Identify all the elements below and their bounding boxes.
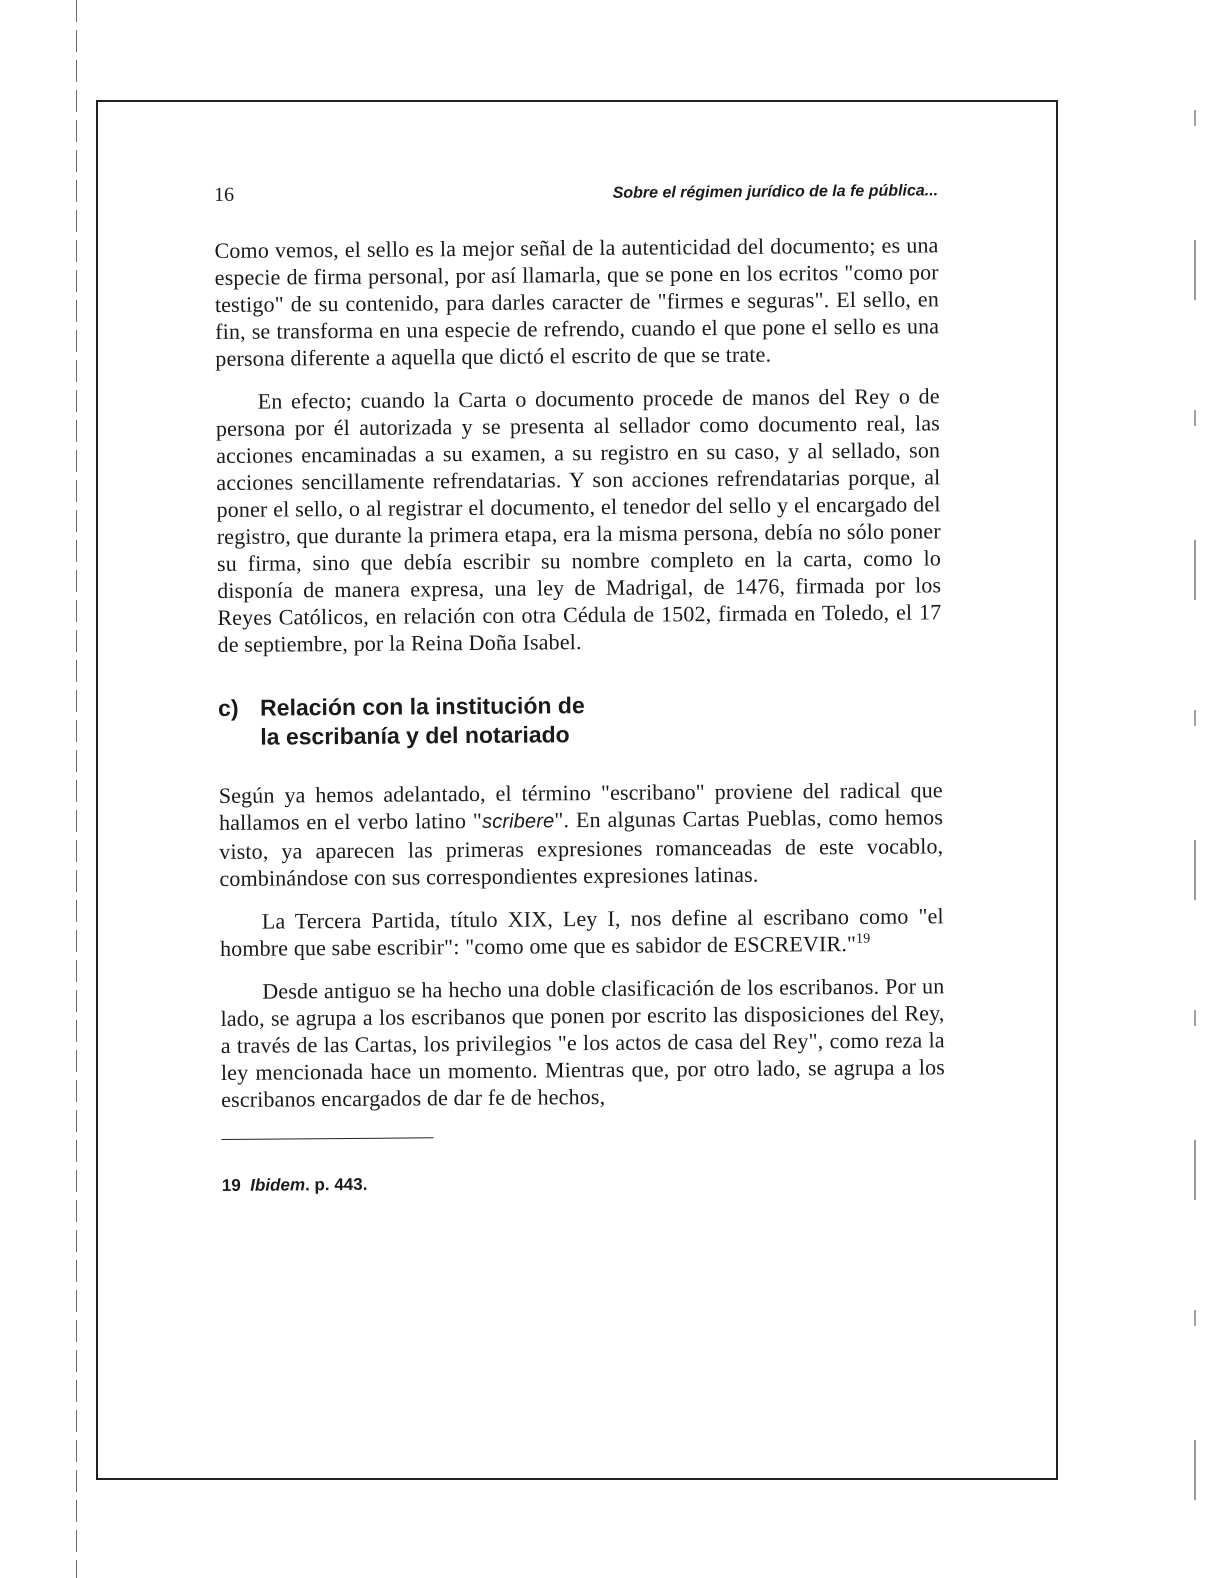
footnote-divider xyxy=(222,1137,434,1140)
paragraph-3-before: Según ya hemos adelantado, el término "escribano" proviene del radical que hallamos en el verbo latino " xyxy=(218,777,943,835)
footnote-number: 19 xyxy=(221,1175,241,1195)
paragraph-4-text: La Tercera Partida, título XIX, Ley I, nos define al escribano como "el hombre que sabe escribir": "como ome que es sabidor de ESCREVIR." xyxy=(219,903,944,961)
paragraph-1: Como vemos, el sello es la mejor señal de la autenticidad del documento; es una especie de firma personal, por así llamarla, que se pone en los ecritos "como por testigo" de su contenido, para darles caracter de "firmes e seguras". El sello, en fin, se transforma en una especie de refrendo, cuando el que pone el sello es una persona diferente a aquella que dictó el escrito de que se trate. xyxy=(214,232,940,371)
page-number: 16 xyxy=(214,183,235,206)
section-heading xyxy=(218,688,942,752)
scan-edge-left xyxy=(76,0,77,1578)
paragraph-3-after: ". En algunas Cartas Pueblas, como hemos visto, ya aparecen las primeras expresiones romanceadas de este vocablo, combinándose con sus correspondientes expresiones latinas. xyxy=(219,804,944,891)
scan-edge-right xyxy=(1194,0,1196,1578)
latin-term: scribere xyxy=(481,810,555,833)
section-letter: c) xyxy=(218,694,239,721)
section-title-line-1: Relación con la institución de xyxy=(260,692,585,721)
page-content xyxy=(214,178,946,1196)
paragraph-2: En efecto; cuando la Carta o documento procede de manos del Rey o de persona por él autorizada y se presenta al sellador como documento real, las acciones encaminadas a su examen, a su registro en su caso, y al sellado, son acciones sencillamente refrendatarias. Y son acciones refrendatarias porque, al poner el sello, o al registrar el documento, el tenedor del sello y el encargado del registro, que durante la primera etapa, era la misma persona, debía no sólo poner su firma, sino que debía escribir su nombre completo en la carta, como lo disponía de manera expresa, una ley de Madrigal, de 1476, firmada por los Reyes Católicos, en relación con otra Cédula de 1502, firmada en Toledo, el 17 de septiembre, por la Reina Doña Isabel. xyxy=(215,383,942,657)
page-header xyxy=(214,178,938,207)
paragraph-3 xyxy=(219,776,944,892)
section-title xyxy=(260,691,585,752)
footnote-page: . p. 443. xyxy=(304,1174,368,1195)
paragraph-5: Desde antiguo se ha hecho una doble clasificación de los escribanos. Por un lado, se agrupa a los escribanos que ponen por escrito las disposiciones del Rey, a través de las Cartas, los privilegios "e los actos de casa del Rey", como reza la ley mencionada hace un momento. Mientras que, por otro lado, se agrupa a los escribanos encargados de dar fe de hechos, xyxy=(220,973,946,1112)
footnote-reference: 19 xyxy=(855,931,871,947)
section-title-line-2: la escribanía y del notariado xyxy=(260,721,570,750)
footnote-source: Ibidem xyxy=(250,1175,306,1195)
running-head: Sobre el régimen jurídico de la fe pública... xyxy=(612,182,939,202)
paragraph-4 xyxy=(220,902,944,962)
